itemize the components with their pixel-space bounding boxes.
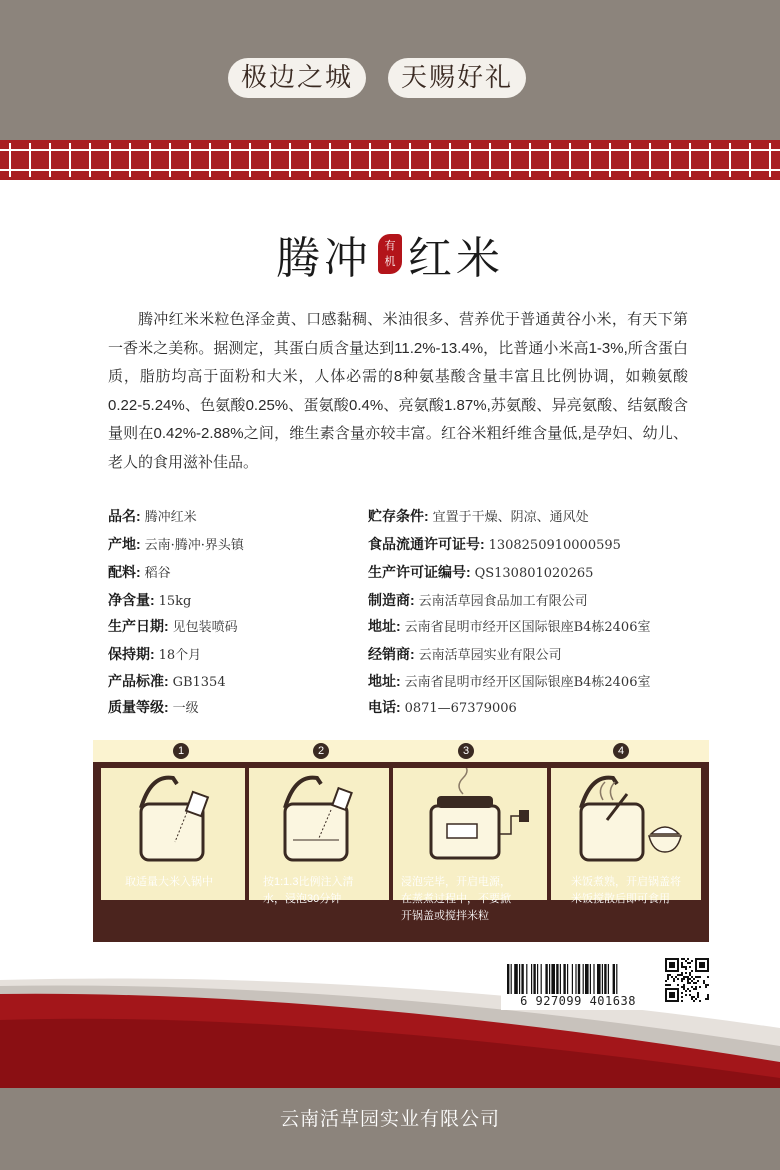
step-caption-line: 在蒸煮过程中，不要掀 <box>401 893 511 905</box>
info-right-1 <box>368 535 621 555</box>
red-wave-decoration <box>0 950 780 1090</box>
step-number: 2 <box>313 743 329 759</box>
info-label: 生产日期: <box>108 618 169 634</box>
info-label: 电话: <box>368 699 401 715</box>
info-right-2 <box>368 563 593 583</box>
info-label: 地址: <box>368 618 401 634</box>
info-left-1 <box>108 535 244 555</box>
info-value: 稻谷 <box>144 566 171 581</box>
product-title <box>0 222 780 286</box>
info-label: 产地: <box>108 536 141 552</box>
info-label: 净含量: <box>108 592 155 608</box>
step-caption-4 <box>571 874 681 908</box>
info-value: GB1354 <box>172 675 226 690</box>
step-caption-line: 浸泡完毕，开启电源， <box>401 876 511 888</box>
info-right-0 <box>368 507 589 527</box>
slogan-right: 天赐好礼 <box>388 58 526 98</box>
info-label: 制造商: <box>368 592 415 608</box>
rice-cooker-power-icon <box>393 764 547 874</box>
step-caption-1 <box>125 874 213 891</box>
info-right-7 <box>368 698 517 718</box>
info-value: 腾冲红米 <box>144 510 197 525</box>
step-caption-line: 水，浸泡30分钟 <box>263 893 342 905</box>
info-label: 经销商: <box>368 646 415 662</box>
info-left-0 <box>108 507 197 527</box>
info-value: 云南活草园实业有限公司 <box>418 648 562 663</box>
info-value: 15kg <box>158 594 192 609</box>
info-value: 0871—67379006 <box>404 701 517 716</box>
info-left-2 <box>108 563 171 583</box>
info-label: 质量等级: <box>108 699 169 715</box>
step-caption-line: 取适量大米入锅中 <box>125 876 213 888</box>
info-value: 云南·腾冲·界头镇 <box>144 538 244 553</box>
step-caption-3 <box>401 874 511 925</box>
info-label: 生产许可证编号: <box>368 564 471 580</box>
info-left-3 <box>108 591 191 611</box>
footer-company-name: 云南活草园实业有限公司 <box>279 1109 500 1130</box>
info-value: 1308250910000595 <box>488 538 621 553</box>
step-caption-line: 按1:1.3比例注入清 <box>263 876 354 888</box>
title-part1: 腾冲 <box>276 233 372 284</box>
slogan-left: 极边之城 <box>228 58 366 98</box>
info-right-3 <box>368 591 588 611</box>
info-label: 食品流通许可证号: <box>368 536 485 552</box>
fret-line-top <box>0 140 780 143</box>
info-value: 云南活草园食品加工有限公司 <box>418 594 588 609</box>
barcode-number: 6 927099 401638 <box>501 994 655 1008</box>
seal-bottom: 机 <box>384 255 396 268</box>
step-number: 4 <box>613 743 629 759</box>
product-description: 腾冲红米米粒色泽金黄、口感黏稠、米油很多、营养优于普通黄谷小米，有天下第一香米之美称。据测定，其蛋白质含量达到11.2%-13.4%，比普通小米高1-3%,所含蛋白质，脂肪均高于面粉和大米，人体必需的8种氨基酸含量丰富且比例协调，如赖氨酸0.22-5.24%、色氨酸0.25%、蛋氨酸0.4%、亮氨酸1.87%,苏氨酸、异亮氨酸、结氨酸含量则在0.42%-2.88%之间，维生素含量亦较丰富。红谷米粗纤维含量低,是孕妇、幼儿、老人的食用滋补佳品。 <box>108 311 688 471</box>
rice-cooker-pour-icon <box>101 764 245 874</box>
step-caption-2 <box>263 874 353 908</box>
fret-line-bottom <box>0 177 780 180</box>
info-left-6 <box>108 672 226 692</box>
info-value: 宜置于干燥、阴凉、通风处 <box>432 510 589 525</box>
step-caption-line: 米饭搅散后即可食用 <box>571 893 670 905</box>
info-label: 配料: <box>108 564 141 580</box>
info-left-7 <box>108 698 199 718</box>
info-label: 贮存条件: <box>368 508 429 524</box>
fret-border <box>0 140 780 180</box>
rice-cooker-serve-icon <box>551 764 701 874</box>
step-number: 1 <box>173 743 189 759</box>
info-label: 保持期: <box>108 646 155 662</box>
info-right-5 <box>368 645 562 665</box>
step-caption-line: 开锅盖或搅拌米粒 <box>401 910 489 922</box>
seal-top: 有 <box>384 239 396 252</box>
info-value: 18个月 <box>158 648 202 663</box>
rice-cooker-water-icon <box>249 764 389 874</box>
info-value: QS130801020265 <box>474 566 594 581</box>
info-value: 一级 <box>172 701 199 716</box>
info-left-4 <box>108 617 238 637</box>
info-label: 产品标准: <box>108 673 169 689</box>
info-value: 云南省昆明市经开区国际银座B4栋2406室 <box>404 620 651 635</box>
step-number: 3 <box>458 743 474 759</box>
qr-code <box>665 958 709 1002</box>
organic-seal <box>378 234 402 274</box>
info-label: 品名: <box>108 508 141 524</box>
title-part2: 红米 <box>408 233 504 284</box>
info-value: 见包装喷码 <box>172 620 238 635</box>
step-caption-line: 米饭煮熟，开启锅盖将 <box>571 876 681 888</box>
cooking-steps <box>93 740 709 942</box>
info-left-5 <box>108 645 201 665</box>
info-right-4 <box>368 617 650 637</box>
info-label: 地址: <box>368 673 401 689</box>
info-value: 云南省昆明市经开区国际银座B4栋2406室 <box>404 675 651 690</box>
info-right-6 <box>368 672 650 692</box>
